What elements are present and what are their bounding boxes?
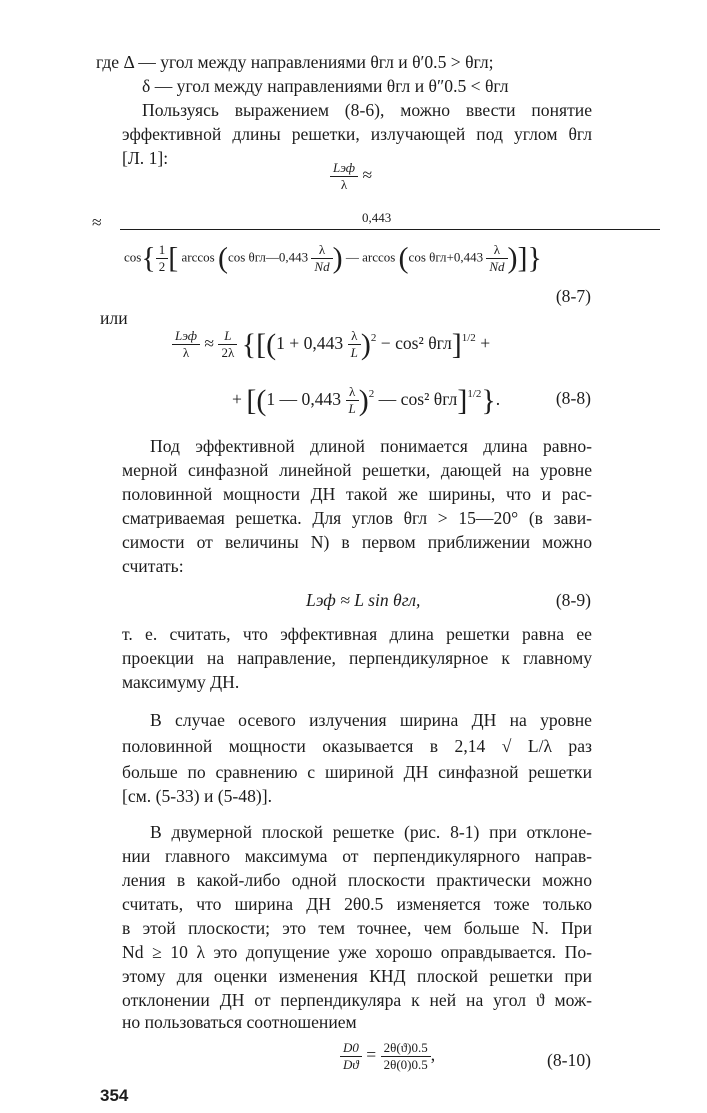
para3-line-2: половинной мощности оказывается в 2,14 √ L/λ раз [122,736,592,756]
para4-line-9: но пользоваться соотношением [122,1012,357,1032]
equation-number-8-7: (8-7) [555,286,591,306]
para1-line-5: симости от величины N) в первом приближении можно [122,532,592,552]
para4-line-3: ления в какой-либо одной плоскости практически можно [122,870,592,890]
definition-delta: где Δ — угол между направлениями θгл и θ′0.5 > θгл; [96,52,494,72]
intro-line-3: [Л. 1]: [122,148,169,168]
para3-line-3: больше по сравнению с шириной ДН синфазной решетки [122,762,592,782]
equation-number-8-8: (8-8) [555,388,591,408]
or-word: или [100,308,128,328]
para4-line-1: В двумерной плоской решетке (рис. 8-1) при отклоне- [150,822,592,842]
definition-delta-small: δ — угол между направлениями θгл и θ″0.5 < θгл [142,76,509,96]
equation-8-9: Lэф ≈ L sin θгл, [306,590,421,610]
para2-line-3: максимуму ДН. [122,672,240,692]
intro-line-1: Пользуясь выражением (8-6), можно ввести понятие [142,100,592,120]
para1-line-2: мерной синфазной линейной решетки, дающей на уровне [122,460,592,480]
para3-line-1: В случае осевого излучения ширина ДН на уровне [150,710,592,730]
para2-line-1: т. е. считать, что эффективная длина решетки равна ее [122,624,592,644]
para4-line-5: в этой плоскости; это тем точнее, чем больше N. При [122,918,592,938]
intro-line-2: эффективной длины решетки, излучающей под углом θгл [122,124,592,144]
para3-line-4: [см. (5-33) и (5-48)]. [122,786,273,806]
equation-number-8-10: (8-10) [547,1050,591,1070]
para4-line-7: этому для оценки изменения КНД плоской решетки при [122,966,592,986]
para1-line-3: половинной мощности ДН такой же ширины, что и рас- [122,484,592,504]
para1-line-6: считать: [122,556,184,576]
page-number: 354 [100,1086,129,1105]
para4-line-6: Nd ≥ 10 λ это допущение уже хорошо оправдывается. По- [122,942,592,962]
para4-line-2: нии главного максимума от перпендикулярного направ- [122,846,592,866]
para1-line-4: сматриваемая решетка. Для углов θгл > 15—20° (в зави- [122,508,592,528]
equation-number-8-9: (8-9) [555,590,591,610]
para1-line-1: Под эффективной длиной понимается длина равно- [150,436,592,456]
para2-line-2: проекции на направление, перпендикулярное к главному [122,648,592,668]
para4-line-4: считать, что ширина ДН 2θ0.5 изменяется тоже только [122,894,592,914]
para4-line-8: отклонении ДН от перпендикуляра к ней на угол ϑ мож- [122,990,592,1010]
